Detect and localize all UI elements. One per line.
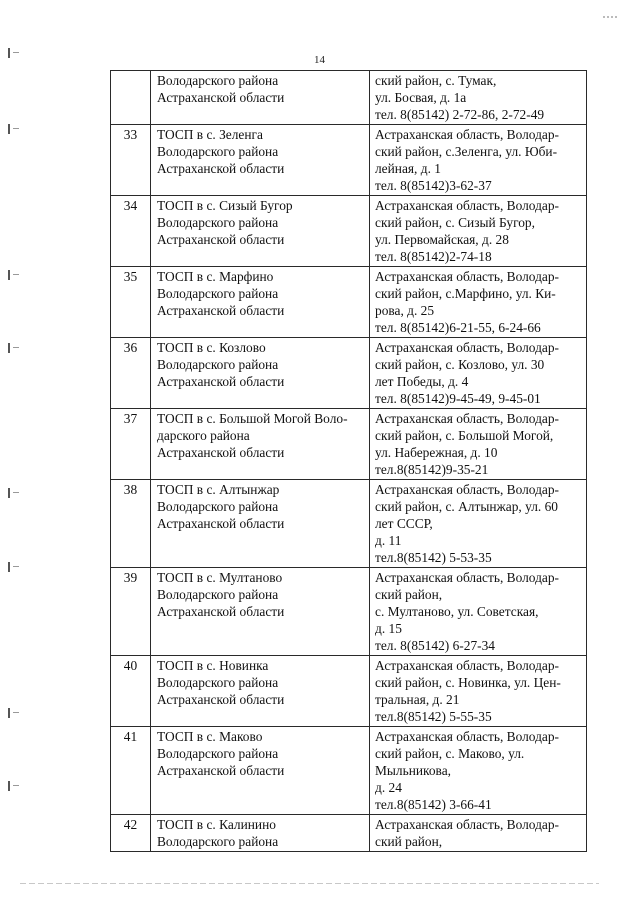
address-cell [370,338,587,409]
margin-mark [8,343,24,353]
margin-mark [8,562,24,572]
table-row [111,71,587,125]
row-number: 41 [111,727,151,815]
office-name-line: Астраханской области [157,90,285,105]
office-name-line: Володарского района [157,357,279,372]
registry-body [111,71,587,852]
row-number: 37 [111,409,151,480]
address-line: ский район, с.Зеленга, ул. Юби- [375,144,558,159]
row-number: 40 [111,656,151,727]
margin-mark [8,488,24,498]
address-line: тральная, д. 21 [375,692,460,707]
office-name-line: Астраханской области [157,763,285,778]
row-number [111,71,151,125]
office-name-line: Володарского района [157,215,279,230]
address-line: ский район, с. Сизый Бугор, [375,215,535,230]
address-line: тел. 8(85142)6-21-55, 6-24-66 [375,320,541,335]
table-row [111,656,587,727]
office-name-line: Володарского района [157,834,279,849]
address-line: ский район, [375,587,443,602]
binding-margin-marks [8,0,28,905]
office-name-line: ТОСП в с. Алтынжар [157,482,280,497]
address-cell [370,656,587,727]
office-name-cell [151,727,370,815]
address-cell [370,568,587,656]
address-line: лейная, д. 1 [375,161,441,176]
margin-mark [8,781,24,791]
address-line: тел.8(85142) 5-53-35 [375,550,492,565]
address-line: тел.8(85142) 3-66-41 [375,797,492,812]
table-row [111,338,587,409]
table-row [111,125,587,196]
office-name-line: ТОСП в с. Большой Могой Воло- [157,411,348,426]
address-line: Астраханская область, Володар- [375,198,560,213]
office-name-cell [151,267,370,338]
office-name-line: Володарского района [157,499,279,514]
office-name-line: Астраханской области [157,516,285,531]
row-number: 38 [111,480,151,568]
address-line: ул. Первомайская, д. 28 [375,232,509,247]
office-name-line: ТОСП в с. Мултаново [157,570,283,585]
office-name-line: Володарского района [157,587,279,602]
address-line: ул. Набережная, д. 10 [375,445,498,460]
address-line: Астраханская область, Володар- [375,570,560,585]
margin-mark [8,708,24,718]
row-number: 35 [111,267,151,338]
address-line: лет СССР, [375,516,433,531]
office-name-cell [151,568,370,656]
office-name-cell [151,480,370,568]
address-line: Астраханская область, Володар- [375,729,560,744]
table-row [111,409,587,480]
address-line: тел. 8(85142) 6-27-34 [375,638,496,653]
address-cell [370,480,587,568]
table-row [111,480,587,568]
address-line: тел. 8(85142)9-45-49, 9-45-01 [375,391,541,406]
office-name-line: ТОСП в с. Маково [157,729,263,744]
address-line: ский район, с. Большой Могой, [375,428,554,443]
address-line: тел.8(85142)9-35-21 [375,462,489,477]
office-name-line: ТОСП в с. Сизый Бугор [157,198,293,213]
office-name-line: Астраханской области [157,445,285,460]
address-cell [370,267,587,338]
office-name-line: ТОСП в с. Новинка [157,658,269,673]
address-line: ский район, с. Новинка, ул. Цен- [375,675,561,690]
row-number: 34 [111,196,151,267]
office-name-line: Астраханской области [157,604,285,619]
address-line: Астраханская область, Володар- [375,269,560,284]
address-line: тел. 8(85142)2-74-18 [375,249,492,264]
table-row [111,196,587,267]
address-cell [370,727,587,815]
office-name-line: дарского района [157,428,250,443]
office-name-line: Астраханской области [157,303,285,318]
office-name-line: Володарского района [157,286,279,301]
row-number: 39 [111,568,151,656]
address-line: ский район, с. Алтынжар, ул. 60 [375,499,558,514]
office-name-line: Володарского района [157,675,279,690]
margin-mark [8,124,24,134]
address-cell [370,196,587,267]
row-number: 33 [111,125,151,196]
office-name-line: Астраханской области [157,161,285,176]
table-row [111,815,587,852]
office-name-line: ТОСП в с. Козлово [157,340,266,355]
address-line: Астраханская область, Володар- [375,340,560,355]
address-line: с. Мултаново, ул. Советская, [375,604,539,619]
address-line: Астраханская область, Володар- [375,817,560,832]
row-number: 42 [111,815,151,852]
address-line: ский район, с. Маково, ул. [375,746,525,761]
office-name-cell [151,71,370,125]
address-line: лет Победы, д. 4 [375,374,469,389]
address-cell [370,71,587,125]
address-line: Астраханская область, Володар- [375,127,560,142]
page-number: 14 [314,54,325,66]
office-name-line: Астраханской области [157,232,285,247]
table-row [111,568,587,656]
address-line: рова, д. 25 [375,303,435,318]
office-name-line: ТОСП в с. Марфино [157,269,274,284]
address-cell [370,125,587,196]
office-name-line: Володарского района [157,746,279,761]
office-name-cell [151,196,370,267]
address-line: ский район, с. Козлово, ул. 30 [375,357,545,372]
scan-corner-mark [603,16,619,18]
address-line: д. 24 [375,780,402,795]
scan-edge-line [20,883,599,884]
margin-mark [8,270,24,280]
address-cell [370,815,587,852]
row-number: 36 [111,338,151,409]
address-line: ский район, [375,834,443,849]
address-cell [370,409,587,480]
address-line: тел. 8(85142) 2-72-86, 2-72-49 [375,107,545,122]
address-line: Астраханская область, Володар- [375,482,560,497]
address-line: д. 15 [375,621,402,636]
office-name-line: Астраханской области [157,692,285,707]
address-line: д. 11 [375,533,402,548]
table-row [111,267,587,338]
office-name-cell [151,125,370,196]
address-line: ский район, с. Тумак, [375,73,497,88]
address-line: Мыльникова, [375,763,451,778]
office-name-cell [151,409,370,480]
address-line: ский район, с.Марфино, ул. Ки- [375,286,556,301]
office-name-cell [151,815,370,852]
office-name-cell [151,338,370,409]
office-name-line: Володарского района [157,144,279,159]
address-line: ул. Босвая, д. 1а [375,90,467,105]
office-name-line: Володарского района [157,73,279,88]
office-name-cell [151,656,370,727]
address-line: тел.8(85142) 5-55-35 [375,709,492,724]
registry-table [110,70,587,852]
office-name-line: ТОСП в с. Зеленга [157,127,263,142]
address-line: тел. 8(85142)3-62-37 [375,178,492,193]
table-row [111,727,587,815]
office-name-line: ТОСП в с. Калинино [157,817,276,832]
address-line: Астраханская область, Володар- [375,411,560,426]
address-line: Астраханская область, Володар- [375,658,560,673]
office-name-line: Астраханской области [157,374,285,389]
